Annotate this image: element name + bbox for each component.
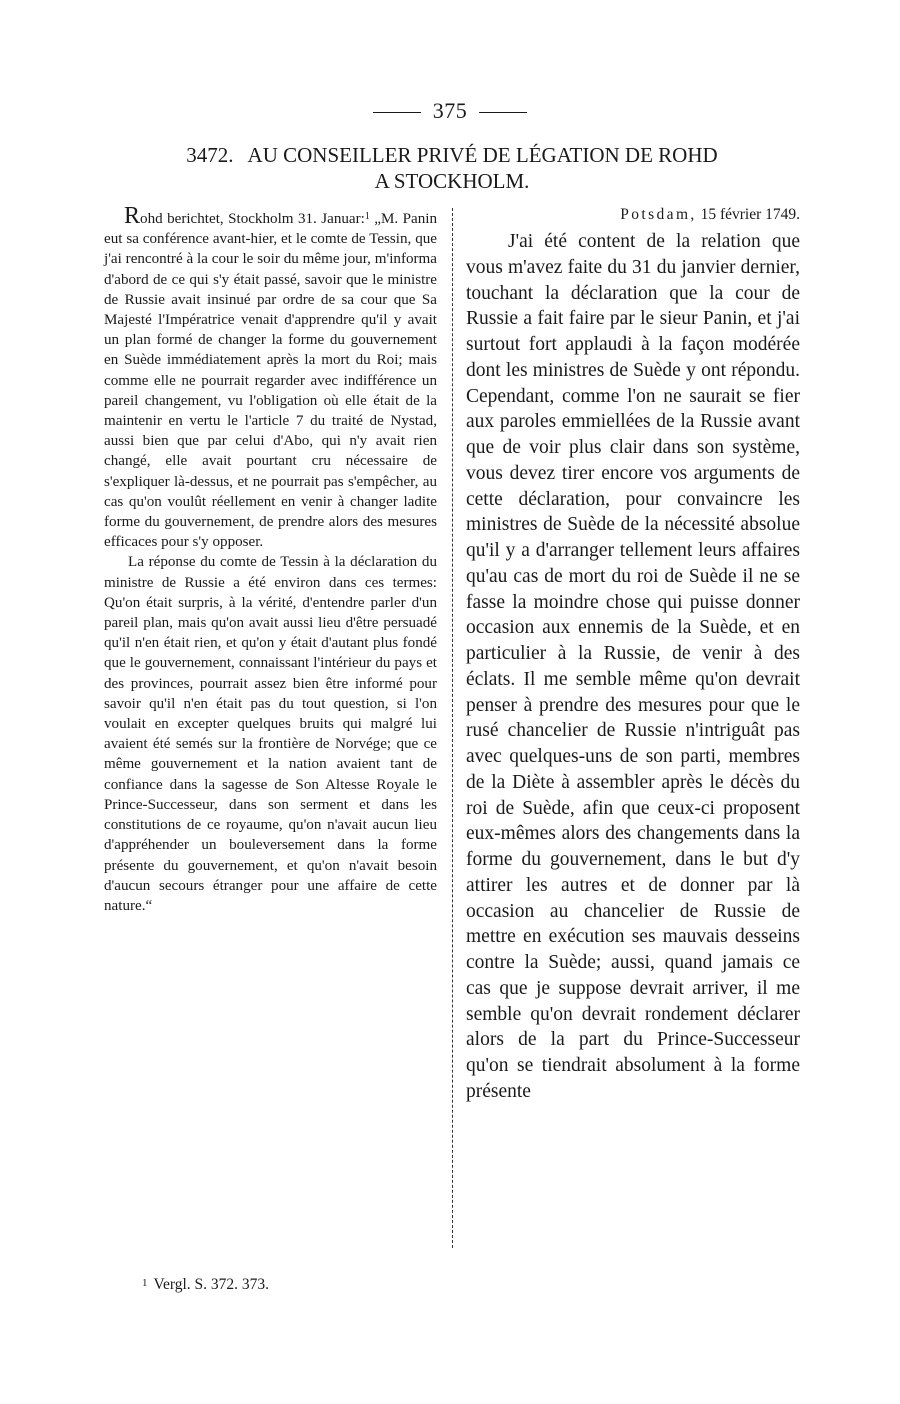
dateline (466, 204, 800, 226)
title-text-1: AU CONSEILLER PRIVÉ DE LÉGATION DE ROHD (247, 143, 718, 167)
left-column (104, 203, 437, 916)
left-paragraph-1-text: „M. Panin eut sa conférence avant-hier, et le comte de Tessin, que j'ai rencontré à la cour le soir du même jour, m'informa d'abord de ce qui s'y était passé, savoir que le ministre de Russie avait insinué par ordre de sa cour que Sa Majesté l'Impératrice venait d'apprendre qu'il y avait un plan formé de changer la forme du gouvernement en Suède immédiatement après la mort du Roi; mais comme elle ne pourrait regarder avec indifférence un pareil changement, vu l'obligation où elle était de la maintenir en vertu le l'article 7 du traité de Nystad, aussi bien que par celui d'Abo, qui n'y avait rien changé, elle avait pourtant cru nécessaire de s'expliquer là-dessus, et ne pourrait pas s'empêcher, au cas qu'on voulût réellement en venir à changer ladite forme du gouvernement, de prendre alors des mesures efficaces pour s'y opposer. (104, 211, 437, 551)
right-column (466, 204, 800, 1105)
footnote-reference: 1 (364, 211, 370, 222)
footnote-text: Vergl. S. 372. 373. (153, 1276, 270, 1293)
title-line-2: A STOCKHOLM. (374, 169, 530, 193)
footnote-mark: 1 (142, 1277, 148, 1289)
page-number-right-rule (479, 112, 527, 113)
letter-body: J'ai été content de la relation que vous m'avez faite du 31 du janvier dernier, touchant la déclaration que la cour de Russie a fait faire par le sieur Panin, et j'ai surtout fort applaudi à la façon modérée dont les ministres de Suède y ont répondu. Cependant, comme l'on ne saurait se fier aux paroles emmiellées de la Russie avant que de voir plus clair dans son système, vous devez tirer encore vos arguments de cette déclaration, pour convaincre les ministres de Suède de la nécessité absolue qu'il y a d'arranger tellement leurs affaires qu'au cas de mort du roi de Suède il ne se fasse la moindre chose qui puisse donner occasion aux ennemis de la Suède, et en particulier à la Russie, de venir à des éclats. Il me semble même qu'on devrait penser à prendre des mesures pour que le rusé chancelier de Russie n'intriguât pas avec quelques-uns de son parti, membres de la Diète à assembler après le décès du roi de Suède, afin que ceux-ci proposent eux-mêmes alors des changements dans la forme du gouvernement, dans le but d'y attirer les autres et de donner par là occasion au chancelier de Russie de mettre en exécution ses mauvais desseins contre la Suède; aussi, quand jamais ce cas que je suppose devrait arriver, il me semble qu'on devrait rondement déclarer alors de la part du Prince-Successeur qu'on se tiendrait absolument à la forme présente (466, 231, 800, 1102)
left-paragraph-1-lead: ohd berichtet, Stockholm 31. Januar: (140, 211, 365, 227)
left-paragraph-1 (104, 203, 437, 552)
page-number (0, 98, 900, 124)
page-number-left-rule (373, 112, 421, 113)
column-divider (452, 208, 453, 1248)
document-title (128, 142, 776, 194)
dateline-place: Potsdam, (620, 206, 697, 223)
title-line-1 (128, 142, 776, 168)
page-number-text: 375 (432, 98, 468, 123)
document-number: 3472. (186, 143, 234, 167)
left-paragraph-2: La réponse du comte de Tessin à la déclaration du ministre de Russie a été environ dans ces termes: Qu'on était surpris, à la vérité, d'entendre parler d'un pareil plan, mais qu'on avait aussi lieu d'être persuadé qu'il n'en était rien, et qu'on y était d'autant plus fondé que le gouvernement, connaissant l'intérieur du pays et des provinces, pourrait assez bien être informé pour savoir qu'il n'en était pas du tout question, si l'on voulait en excepter quelques bruits qui malgré lui avaient été semés sur la frontière de Norvége; que ce même gouvernement et la nation avaient tant de confiance dans la sagesse de Son Altesse Royale le Prince-Successeur, dans son serment et dans les constitutions de ce royaume, qu'on n'avait aucun lieu d'appréhender un bouleversement dans la forme présente du gouvernement, et qu'on n'avait besoin d'aucun secours étranger pour une affaire de cette nature.“ (104, 554, 437, 914)
dateline-date: 15 février 1749. (696, 206, 800, 223)
drop-cap: R (124, 203, 141, 229)
footnote (142, 1276, 269, 1294)
